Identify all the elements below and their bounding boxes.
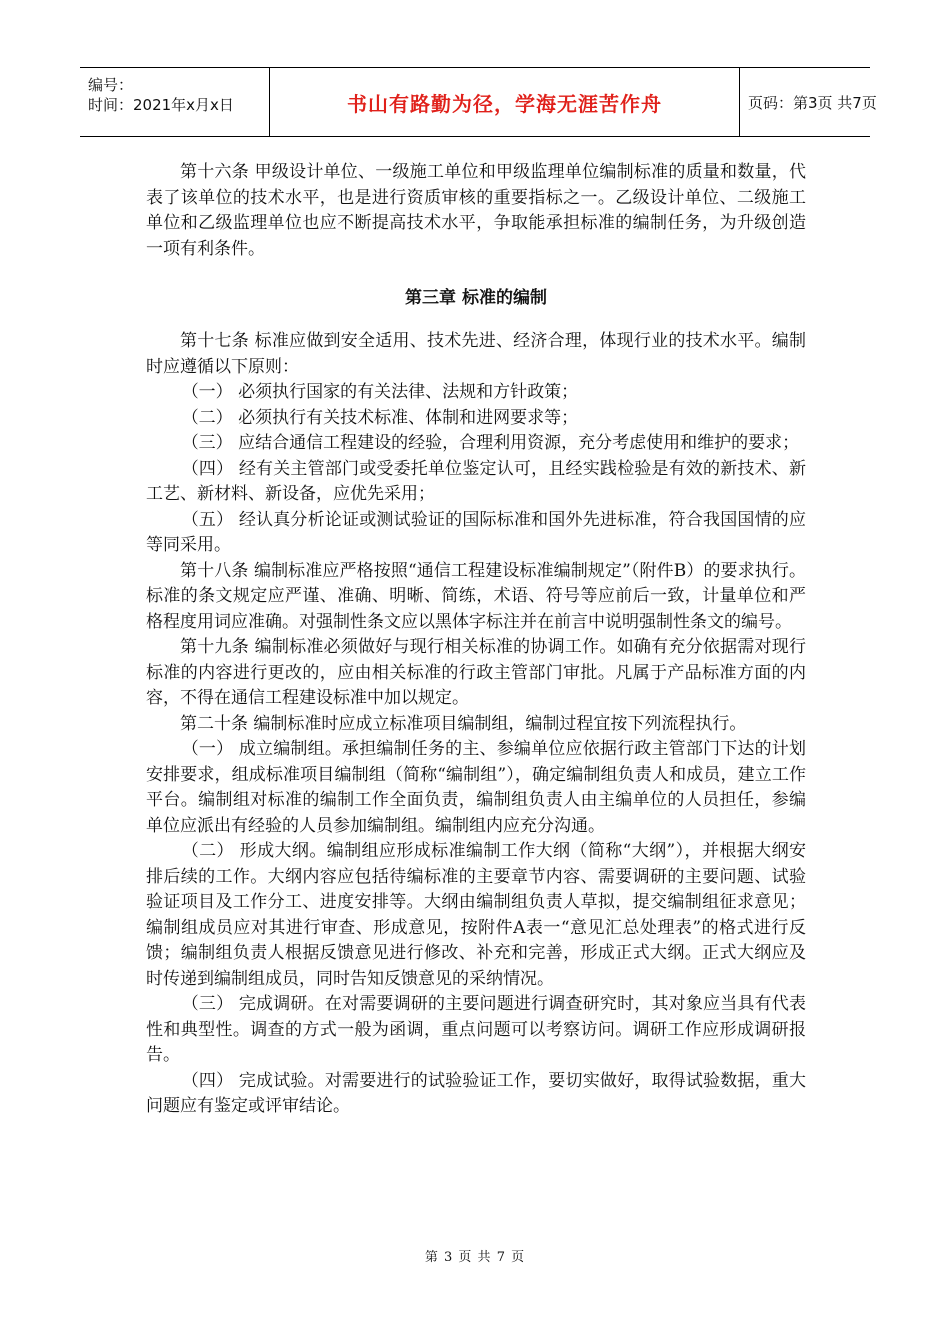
header-meta — [80, 68, 270, 136]
article-19: 第十九条 编制标准必须做好与现行相关标准的协调工作。如确有充分依据需对现行标准的内容进行更改的，应由相关标准的行政主管部门审批。凡属于产品标准方面的内容，不得在通信工程建设标准中加以规定。 — [146, 637, 806, 708]
principle-2: （二） 必须执行有关技术标准、体制和进网要求等； — [181, 407, 579, 428]
principle-3: （三） 应结合通信工程建设的经验，合理利用资源，充分考虑使用和维护的要求； — [181, 433, 800, 453]
doc-date-label: 时间：2021年x月x日 — [88, 96, 234, 114]
step-3: （三） 完成调研。在对需要调研的主要问题进行调查研究时，其对象应当具有代表性和典型性。调查的方式一般为函调，重点问题可以考察访问。调研工作应形成调研报告。 — [146, 994, 806, 1065]
article-16: 第十六条 甲级设计单位、一级施工单位和甲级监理单位编制标准的质量和数量，代表了该单位的技术水平，也是进行资质审核的重要指标之一。乙级设计单位、二级施工单位和乙级监理单位也应不断提高技术水平，争取能承担标准的编制任务，为升级创造一项有利条件。 — [146, 162, 806, 259]
principle-1: （一） 必须执行国家的有关法律、法规和方针政策； — [181, 382, 579, 402]
page-footer: 第 3 页 共 7 页 — [424, 1250, 526, 1265]
principle-4: （四） 经有关主管部门或受委托单位鉴定认可，且经实践检验是有效的新技术、新工艺、新材料、新设备，应优先采用； — [146, 458, 806, 504]
article-17: 第十七条 标准应做到安全适用、技术先进、经济合理，体现行业的技术水平。编制时应遵循以下原则： — [146, 331, 806, 377]
header-motto: 书山有路勤为径，学海无涯苦作舟 — [347, 91, 662, 116]
step-1: （一） 成立编制组。承担编制任务的主、参编单位应依据行政主管部门下达的计划安排要求，组成标准项目编制组（简称“编制组”），确定编制组负责人和成员，建立工作平台。编制组对标准的编制工作全面负责，编制组负责人由主编单位的人员担任，参编单位应派出有经验的人员参加编制组。编制组内应充分沟通。 — [146, 739, 806, 836]
article-18: 第十八条 编制标准应严格按照“通信工程建设标准编制规定”（附件B）的要求执行。标准的条文规定应严谨、准确、明晰、简练，术语、符号等应前后一致，计量单位和严格程度用词应准确。对强制性条文应以黑体字标注并在前言中说明强制性条文的编号。 — [146, 560, 806, 632]
step-2: （二） 形成大纲。编制组应形成标准编制工作大纲（简称“大纲”），并根据大纲安排后续的工作。大纲内容应包括待编标准的主要章节内容、需要调研的主要问题、试验验证项目及工作分工、进度安排等。大纲由编制组负责人草拟，提交编制组征求意见；编制组成员应对其进行审查、形成意见，按附件A表一“意见汇总处理表”的格式进行反馈；编制组负责人根据反馈意见进行修改、补充和完善，形成正式大纲。正式大纲应及时传递到编制组成员，同时告知反馈意见的采纳情况。 — [146, 841, 806, 989]
header-page-number: 页码：第3页 共7页 — [748, 93, 877, 112]
principle-5: （五） 经认真分析论证或测试验证的国际标准和国外先进标准，符合我国国情的应等同采用。 — [146, 509, 806, 555]
document-body — [146, 160, 806, 1120]
doc-number-label: 编号： — [88, 76, 134, 94]
article-20: 第二十条 编制标准时应成立标准项目编制组，编制过程宜按下列流程执行。 — [180, 713, 747, 734]
page-header — [80, 67, 877, 137]
step-4: （四） 完成试验。对需要进行的试验验证工作，要切实做好，取得试验数据，重大问题应有鉴定或评审结论。 — [146, 1070, 806, 1116]
header-motto-cell — [270, 68, 740, 136]
header-page-cell — [740, 68, 877, 136]
chapter-heading: 第三章 标准的编制 — [405, 288, 547, 308]
